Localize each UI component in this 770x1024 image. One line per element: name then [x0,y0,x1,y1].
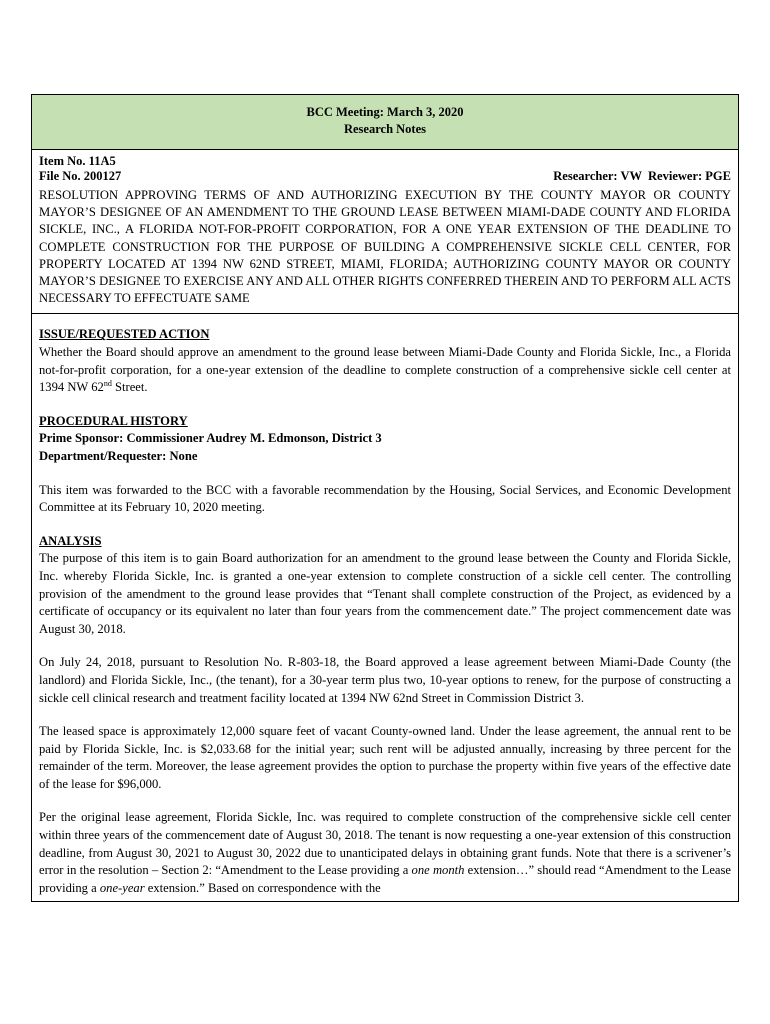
analysis-paragraph: Per the original lease agreement, Florida Sickle, Inc. was required to complete construction of the comprehensive sickle cell center within three years of the commencement date of August 30, 2018. The tenant is now requesting a one-year extension of this construction deadline, from August 30, 2021 to August 30, 2022 due to unanticipated delays in obtaining grant funds. Note that there is a scrivener’s error in the resolution – Section 2: “Amendment to the Lease providing a one month extension…” should read “Amendment to the Lease providing a one-year extension.” Based on correspondence with the [39,810,731,895]
document-subtitle: Research Notes [343,122,427,136]
research-notes-document [31,94,739,902]
analysis-paragraph: On July 24, 2018, pursuant to Resolution No. R-803-18, the Board approved a lease agreement between Miami-Dade County (the landlord) and Florida Sickle, Inc., (the tenant), for a 30-year term plus two, 10-year options to renew, for the purpose of constructing a sickle cell clinical research and treatment facility located at 1394 NW 62nd Street in Commission District 3. [39,655,731,705]
item-meta [32,150,738,184]
item-number: Item No. 11A5 [39,154,116,168]
analysis-paragraph: The purpose of this item is to gain Board authorization for an amendment to the ground lease between the County and Florida Sickle, Inc. whereby Florida Sickle, Inc. is granted a one-year extension to complete construction of a sickle cell center. The controlling provision of the amendment to the ground lease provides that “Tenant shall complete construction of the Project, as evidenced by a certificate of occupancy or its equivalent no later than four years from the commencement date.” The project commencement date was August 30, 2018. [39,551,731,636]
issue-heading: ISSUE/REQUESTED ACTION [39,327,210,342]
issue-text: Whether the Board should approve an amendment to the ground lease between Miami-Dade County and Florida Sickle, Inc., a Florida not-for-profit corporation, for a one-year extension of the deadline to complete construction of a comprehensive sickle cell center at 1394 NW 62nd Street. [39,345,731,395]
analysis-paragraph: The leased space is approximately 12,000 square feet of vacant County-owned land. Under the lease agreement, the annual rent to be paid by Florida Sickle, Inc. is $2,033.68 for the initial year; such rent will be adjusted annually, increasing by three percent for the remainder of the term. Moreover, the lease agreement provides the option to purchase the property within five years of the effective date of the lease for $96,000. [39,724,731,791]
header-banner [32,95,738,150]
researcher-reviewer: Researcher: VW Reviewer: PGE [553,169,731,183]
resolution-title: RESOLUTION APPROVING TERMS OF AND AUTHORIZING EXECUTION BY THE COUNTY MAYOR OR COUNTY MAYOR’S DESIGNEE OF AN AMENDMENT TO THE GROUND LEASE BETWEEN MIAMI-DADE COUNTY AND FLORIDA SICKLE, INC., A FLORIDA NOT-FOR-PROFIT CORPORATION, FOR A ONE YEAR EXTENSION OF THE DEADLINE TO COMPLETE CONSTRUCTION FOR THE PURPOSE OF BUILDING A COMPREHENSIVE SICKLE CELL CENTER, FOR PROPERTY LOCATED AT 1394 NW 62ND STREET, MIAMI, FLORIDA; AUTHORIZING COUNTY MAYOR OR COUNTY MAYOR’S DESIGNEE TO EXERCISE ANY AND ALL OTHER RIGHTS CONFERRED THEREIN AND TO PERFORM ALL ACTS NECESSARY TO EFFECTUATE SAME [32,184,738,314]
procedural-text: This item was forwarded to the BCC with a favorable recommendation by the Housing, Social Services, and Economic Development Committee at its February 10, 2020 meeting. [39,482,731,515]
analysis-heading: ANALYSIS [39,533,102,548]
procedural-heading: PROCEDURAL HISTORY [39,413,188,428]
meeting-title: BCC Meeting: March 3, 2020 [306,105,464,119]
prime-sponsor: Prime Sponsor: Commissioner Audrey M. Edmonson, District 3 [39,431,382,446]
department-requester: Department/Requester: None [39,448,198,463]
file-number: File No. 200127 [39,169,122,183]
document-body [32,314,738,897]
